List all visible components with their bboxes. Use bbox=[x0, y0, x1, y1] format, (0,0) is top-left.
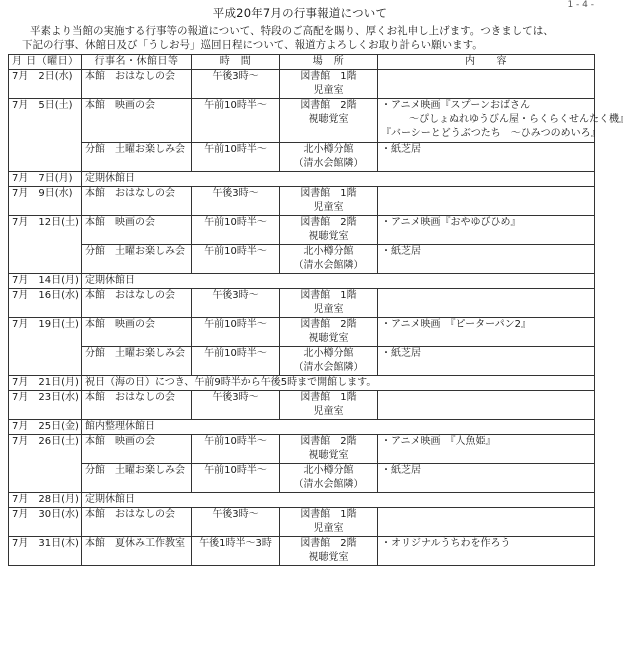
row-notice: 定期休館日 bbox=[82, 274, 595, 289]
row-date: 7月 12日(土) bbox=[9, 216, 82, 274]
place-line: 北小樽分館 bbox=[303, 246, 354, 257]
place-line: （清水会館隣） bbox=[293, 362, 364, 373]
header-event: 行事名・休館日等 bbox=[82, 55, 192, 70]
row-place bbox=[280, 289, 378, 318]
table-row bbox=[9, 391, 595, 420]
row-date: 7月 30日(水) bbox=[9, 508, 82, 537]
row-place bbox=[280, 435, 378, 464]
row-content bbox=[378, 391, 595, 420]
row-date: 7月 2日(水) bbox=[9, 70, 82, 99]
content-line: ・紙芝居 bbox=[381, 465, 421, 476]
row-time: 午前10時半～ bbox=[192, 318, 280, 347]
row-time: 午前10時半～ bbox=[192, 143, 280, 172]
row-date: 7月 31日(木) bbox=[9, 537, 82, 566]
table-row bbox=[9, 274, 595, 289]
content-line: ～ぴしょぬれゆうびん屋・らくらくせんたく機』 bbox=[409, 114, 629, 125]
row-content bbox=[378, 70, 595, 99]
row-content bbox=[378, 289, 595, 318]
event-schedule-table bbox=[8, 54, 629, 566]
row-event: 本館 おはなしの会 bbox=[82, 187, 192, 216]
place-line: 視聴覚室 bbox=[308, 552, 349, 563]
place-line: 北小樽分館 bbox=[303, 348, 354, 359]
row-notice: 祝日（海の日）につき、午前9時半から午後5時まで開館します。 bbox=[82, 376, 595, 391]
row-event: 本館 夏休み工作教室 bbox=[82, 537, 192, 566]
row-time: 午後3時～ bbox=[192, 508, 280, 537]
place-line: （清水会館隣） bbox=[293, 260, 364, 271]
place-line: 視聴覚室 bbox=[308, 333, 349, 344]
table-row bbox=[9, 420, 595, 435]
row-content bbox=[378, 347, 595, 376]
header-place: 場 所 bbox=[280, 55, 378, 70]
table-row bbox=[9, 70, 595, 99]
content-line: ・アニメ映画 『ピーターパン2』 bbox=[381, 319, 531, 330]
row-time: 午前10時半～ bbox=[192, 216, 280, 245]
row-time: 午前10時半～ bbox=[192, 435, 280, 464]
row-date: 7月 25日(金) bbox=[9, 420, 82, 435]
row-event: 分館 土曜お楽しみ会 bbox=[82, 347, 192, 376]
intro-line-2: 下記の行事、休館日及び「うしお号」巡回日程について、報道方よろしくお取り計らい願います。 bbox=[22, 39, 483, 51]
row-place bbox=[280, 464, 378, 493]
row-time: 午前10時半～ bbox=[192, 99, 280, 143]
row-content bbox=[378, 187, 595, 216]
page-title: 平成20年7月の行事報道について bbox=[212, 6, 388, 20]
content-line: ・紙芝居 bbox=[381, 348, 421, 359]
table-row bbox=[9, 435, 595, 464]
row-content bbox=[378, 508, 595, 537]
row-notice: 館内整理休館日 bbox=[82, 420, 595, 435]
row-time: 午後3時～ bbox=[192, 70, 280, 99]
place-line: （清水会館隣） bbox=[293, 479, 364, 490]
place-line: 視聴覚室 bbox=[308, 114, 349, 125]
row-date: 7月 19日(土) bbox=[9, 318, 82, 376]
place-line: 視聴覚室 bbox=[308, 231, 349, 242]
row-content bbox=[378, 143, 595, 172]
row-time: 午後3時～ bbox=[192, 289, 280, 318]
row-time: 午前10時半～ bbox=[192, 245, 280, 274]
table-row bbox=[9, 493, 595, 508]
place-line: 児童室 bbox=[313, 304, 344, 315]
place-line: 図書館 2階 bbox=[300, 100, 357, 111]
row-time: 午前10時半～ bbox=[192, 347, 280, 376]
place-line: 図書館 2階 bbox=[300, 436, 357, 447]
table-row bbox=[9, 376, 595, 391]
row-content bbox=[378, 216, 595, 245]
table-row bbox=[9, 464, 595, 493]
table-row bbox=[9, 99, 595, 143]
row-place bbox=[280, 508, 378, 537]
row-event: 分館 土曜お楽しみ会 bbox=[82, 464, 192, 493]
row-event: 本館 おはなしの会 bbox=[82, 391, 192, 420]
row-place bbox=[280, 99, 378, 143]
row-notice: 定期休館日 bbox=[82, 493, 595, 508]
row-event: 本館 おはなしの会 bbox=[82, 508, 192, 537]
place-line: （清水会館隣） bbox=[293, 158, 364, 169]
row-date: 7月 23日(水) bbox=[9, 391, 82, 420]
row-time: 午後1時半～3時 bbox=[192, 537, 280, 566]
row-time: 午前10時半～ bbox=[192, 464, 280, 493]
content-line: ・アニメ映画『スプーンおばさん bbox=[381, 100, 530, 111]
place-line: 北小樽分館 bbox=[303, 465, 354, 476]
place-line: 図書館 1階 bbox=[300, 392, 357, 403]
row-event: 分館 土曜お楽しみ会 bbox=[82, 245, 192, 274]
place-line: 児童室 bbox=[313, 523, 344, 534]
content-line: ・紙芝居 bbox=[381, 246, 421, 257]
page-number: 1 - 4 - bbox=[567, 0, 594, 10]
row-notice: 定期休館日 bbox=[82, 172, 595, 187]
row-date: 7月 26日(土) bbox=[9, 435, 82, 493]
row-place bbox=[280, 537, 378, 566]
header-date: 月 日（曜日） bbox=[9, 55, 82, 70]
place-line: 図書館 2階 bbox=[300, 319, 357, 330]
table-row bbox=[9, 216, 595, 245]
row-date: 7月 7日(月) bbox=[9, 172, 82, 187]
row-event: 本館 映画の会 bbox=[82, 99, 192, 143]
row-place bbox=[280, 245, 378, 274]
row-place bbox=[280, 318, 378, 347]
row-place bbox=[280, 347, 378, 376]
row-place bbox=[280, 216, 378, 245]
place-line: 図書館 2階 bbox=[300, 217, 357, 228]
row-event: 本館 映画の会 bbox=[82, 318, 192, 347]
row-content bbox=[378, 464, 595, 493]
table-row bbox=[9, 172, 595, 187]
content-line: ・アニメ映画 『人魚姫』 bbox=[381, 436, 496, 447]
table-header-row bbox=[9, 55, 595, 70]
row-content bbox=[378, 99, 629, 143]
place-line: 北小樽分館 bbox=[303, 144, 354, 155]
intro-line-1: 平素より当館の実施する行事等の報道について、特段のご高配を賜り、厚くお礼申し上げます。つきましては、 bbox=[30, 25, 554, 37]
place-line: 児童室 bbox=[313, 85, 344, 96]
row-date: 7月 16日(水) bbox=[9, 289, 82, 318]
content-line: ・紙芝居 bbox=[381, 144, 421, 155]
header-content: 内 容 bbox=[378, 55, 595, 70]
table-row bbox=[9, 143, 595, 172]
row-date: 7月 14日(月) bbox=[9, 274, 82, 289]
place-line: 図書館 1階 bbox=[300, 71, 357, 82]
table-row bbox=[9, 347, 595, 376]
row-event: 本館 映画の会 bbox=[82, 435, 192, 464]
table-row bbox=[9, 537, 595, 566]
row-event: 本館 おはなしの会 bbox=[82, 70, 192, 99]
place-line: 図書館 1階 bbox=[300, 188, 357, 199]
row-date: 7月 9日(水) bbox=[9, 187, 82, 216]
row-date: 7月 28日(月) bbox=[9, 493, 82, 508]
row-time: 午後3時～ bbox=[192, 187, 280, 216]
row-event: 分館 土曜お楽しみ会 bbox=[82, 143, 192, 172]
row-content bbox=[378, 537, 595, 566]
table-row bbox=[9, 289, 595, 318]
row-content bbox=[378, 435, 595, 464]
place-line: 図書館 1階 bbox=[300, 509, 357, 520]
row-place bbox=[280, 70, 378, 99]
table-row bbox=[9, 318, 595, 347]
table-row bbox=[9, 187, 595, 216]
place-line: 視聴覚室 bbox=[308, 450, 349, 461]
row-time: 午後3時～ bbox=[192, 391, 280, 420]
place-line: 図書館 1階 bbox=[300, 290, 357, 301]
schedule-rows bbox=[9, 70, 629, 566]
row-date: 7月 5日(土) bbox=[9, 99, 82, 172]
content-line: ・オリジナルうちわを作ろう bbox=[381, 538, 511, 549]
place-line: 図書館 2階 bbox=[300, 538, 357, 549]
row-content bbox=[378, 318, 595, 347]
place-line: 児童室 bbox=[313, 406, 344, 417]
row-place bbox=[280, 187, 378, 216]
table-row bbox=[9, 508, 595, 537]
row-event: 本館 おはなしの会 bbox=[82, 289, 192, 318]
header-time: 時 間 bbox=[192, 55, 280, 70]
row-place bbox=[280, 391, 378, 420]
content-line: ・アニメ映画『おやゆびひめ』 bbox=[381, 217, 521, 228]
table-row bbox=[9, 245, 595, 274]
row-place bbox=[280, 143, 378, 172]
content-line: 『バーシーとどうぶつたち ～ひみつのめいろ』 bbox=[381, 128, 601, 139]
place-line: 児童室 bbox=[313, 202, 344, 213]
row-event: 本館 映画の会 bbox=[82, 216, 192, 245]
row-date: 7月 21日(月) bbox=[9, 376, 82, 391]
row-content bbox=[378, 245, 595, 274]
